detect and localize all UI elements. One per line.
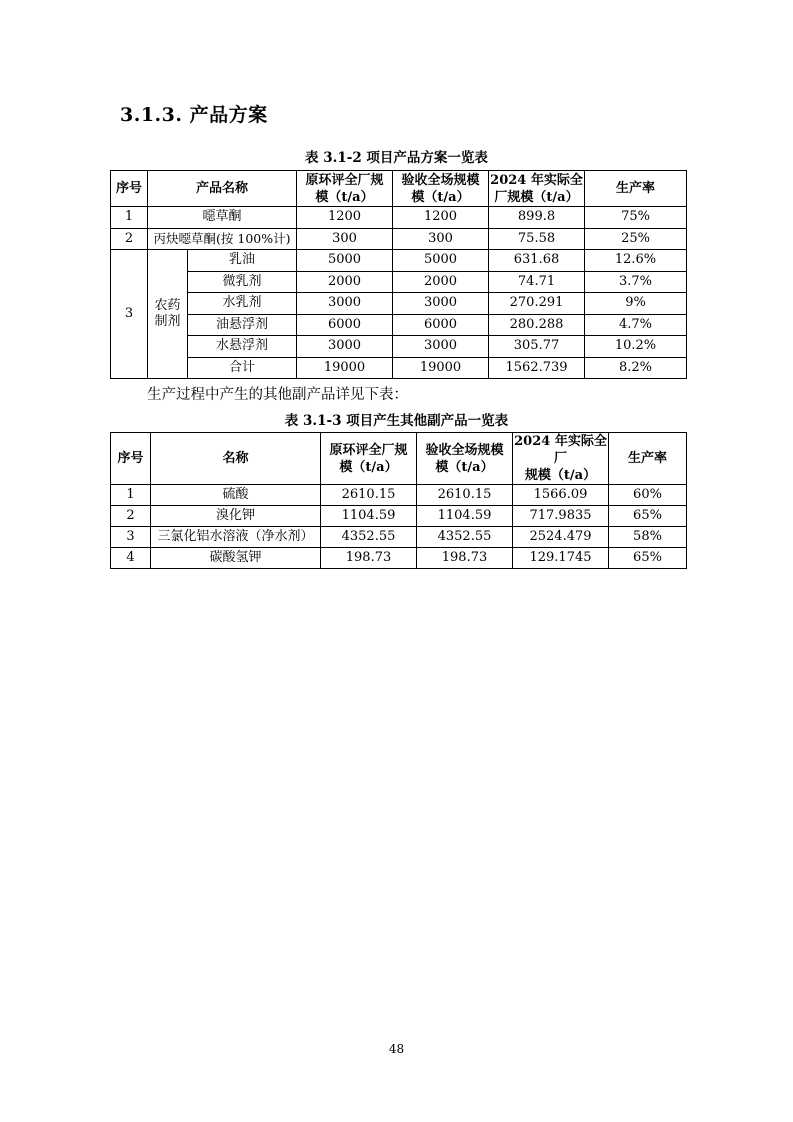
cell-eia: 2000	[297, 271, 393, 293]
table-row	[111, 314, 687, 336]
cell-eia: 19000	[297, 357, 393, 379]
cell-name: 合计	[188, 357, 297, 379]
cell-acceptance: 300	[393, 228, 489, 250]
table-row	[111, 506, 687, 527]
table-header-row	[111, 171, 687, 207]
cell-rate: 9%	[585, 293, 687, 315]
cell-rate: 75%	[585, 207, 687, 229]
table-row	[111, 228, 687, 250]
cell-actual: 270.291	[489, 293, 585, 315]
cell-name: 油悬浮剂	[188, 314, 297, 336]
cell-eia: 3000	[297, 336, 393, 358]
table-row	[111, 527, 687, 548]
table-row	[111, 293, 687, 315]
cell-seq: 4	[111, 548, 151, 569]
product-plan-table	[110, 170, 687, 379]
cell-rate: 4.7%	[585, 314, 687, 336]
header-eia-scale: 原环评全厂规 模（t/a）	[297, 171, 393, 207]
cell-actual: 280.288	[489, 314, 585, 336]
cell-actual: 129.1745	[513, 548, 609, 569]
cell-name: 微乳剂	[188, 271, 297, 293]
header-acceptance-scale: 验收全场规模 模（t/a）	[393, 171, 489, 207]
cell-name: 噁草酮	[148, 207, 297, 229]
cell-acceptance: 6000	[393, 314, 489, 336]
cell-actual: 631.68	[489, 250, 585, 272]
table-row	[111, 357, 687, 379]
section-heading: 3.1.3. 产品方案	[120, 104, 268, 126]
cell-acceptance: 1200	[393, 207, 489, 229]
cell-name: 水乳剂	[188, 293, 297, 315]
header-seq: 序号	[111, 433, 151, 485]
cell-acceptance: 3000	[393, 336, 489, 358]
cell-seq: 2	[111, 228, 148, 250]
cell-rate: 58%	[609, 527, 687, 548]
cell-eia: 1200	[297, 207, 393, 229]
cell-actual: 1566.09	[513, 485, 609, 506]
cell-name: 碳酸氢钾	[151, 548, 321, 569]
table1-caption: 表 3.1-2 项目产品方案一览表	[305, 150, 488, 166]
cell-rate: 12.6%	[585, 250, 687, 272]
cell-seq: 2	[111, 506, 151, 527]
header-production-rate: 生产率	[585, 171, 687, 207]
cell-seq: 1	[111, 485, 151, 506]
cell-rate: 60%	[609, 485, 687, 506]
cell-rate: 65%	[609, 548, 687, 569]
cell-rate: 3.7%	[585, 271, 687, 293]
header-acceptance-scale: 验收全场规模 模（t/a）	[417, 433, 513, 485]
cell-acceptance: 3000	[393, 293, 489, 315]
table-row	[111, 336, 687, 358]
cell-eia: 2610.15	[321, 485, 417, 506]
cell-name: 溴化钾	[151, 506, 321, 527]
header-production-rate: 生产率	[609, 433, 687, 485]
table-row	[111, 485, 687, 506]
header-actual-scale: 2024 年实际全 厂规模（t/a）	[490, 172, 583, 205]
cell-eia: 5000	[297, 250, 393, 272]
cell-name: 水悬浮剂	[188, 336, 297, 358]
cell-eia: 300	[297, 228, 393, 250]
byproduct-table	[110, 432, 687, 569]
cell-rate: 25%	[585, 228, 687, 250]
header-seq: 序号	[111, 171, 148, 207]
cell-eia: 6000	[297, 314, 393, 336]
cell-rate: 8.2%	[585, 357, 687, 379]
table2-caption: 表 3.1-3 项目产生其他副产品一览表	[284, 413, 509, 429]
cell-eia: 198.73	[321, 548, 417, 569]
cell-acceptance: 1104.59	[417, 506, 513, 527]
cell-actual: 899.8	[489, 207, 585, 229]
header-name: 名称	[151, 433, 321, 485]
table-row	[111, 271, 687, 293]
cell-acceptance: 2000	[393, 271, 489, 293]
cell-seq: 3	[111, 250, 148, 379]
header-product-name: 产品名称	[148, 171, 297, 207]
cell-eia: 1104.59	[321, 506, 417, 527]
cell-acceptance: 19000	[393, 357, 489, 379]
cell-group-name: 农药 制剂	[148, 250, 188, 379]
header-eia-scale: 原环评全厂规 模（t/a）	[321, 433, 417, 485]
cell-actual: 74.71	[489, 271, 585, 293]
header-actual-scale: 2024 年实际全厂 规模（t/a）	[514, 434, 607, 483]
page-number: 48	[388, 1042, 405, 1056]
cell-actual: 75.58	[489, 228, 585, 250]
cell-acceptance: 198.73	[417, 548, 513, 569]
cell-eia: 4352.55	[321, 527, 417, 548]
table-row	[111, 548, 687, 569]
cell-actual: 1562.739	[489, 357, 585, 379]
cell-seq: 1	[111, 207, 148, 229]
cell-acceptance: 4352.55	[417, 527, 513, 548]
cell-actual: 2524.479	[513, 527, 609, 548]
table-row	[111, 207, 687, 229]
cell-actual: 717.9835	[513, 506, 609, 527]
table-row	[111, 250, 687, 272]
cell-acceptance: 2610.15	[417, 485, 513, 506]
cell-acceptance: 5000	[393, 250, 489, 272]
body-paragraph: 生产过程中产生的其他副产品详见下表：	[147, 387, 408, 403]
cell-name: 三氯化铝水溶液（净水剂）	[151, 527, 321, 548]
cell-seq: 3	[111, 527, 151, 548]
cell-rate: 65%	[609, 506, 687, 527]
cell-name: 丙炔噁草酮(按 100%计)	[148, 228, 297, 250]
cell-name: 硫酸	[151, 485, 321, 506]
cell-actual: 305.77	[489, 336, 585, 358]
cell-rate: 10.2%	[585, 336, 687, 358]
cell-eia: 3000	[297, 293, 393, 315]
cell-name: 乳油	[188, 250, 297, 272]
table-header-row	[111, 433, 687, 485]
